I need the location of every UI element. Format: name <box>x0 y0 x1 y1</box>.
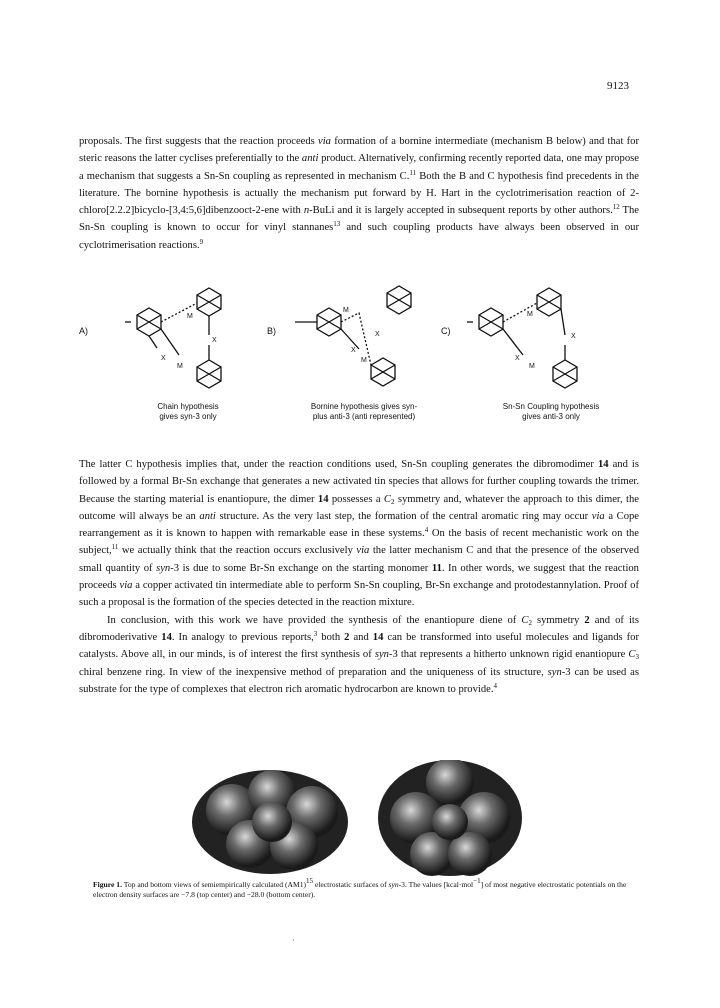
scheme-caption-c: Sn-Sn Coupling hypothesis gives anti-3 only <box>502 402 600 421</box>
structure-c <box>467 288 577 388</box>
surface-bottom-view <box>378 760 522 876</box>
atom-label-m: M <box>527 311 533 318</box>
atom-label-m: M <box>529 363 535 370</box>
molecular-surfaces <box>180 760 540 880</box>
structure-a <box>125 288 221 388</box>
panel-label-b: B) <box>267 326 276 336</box>
structure-b <box>295 286 411 386</box>
scheme-caption-b: Bornine hypothesis gives syn- plus anti-3 (anti represented) <box>310 402 418 421</box>
electrostatic-surface-figure <box>180 760 540 880</box>
mechanism-scheme <box>79 283 639 443</box>
footer-mark: · <box>292 936 295 945</box>
atom-label-m: M <box>177 363 183 370</box>
atom-label-m: M <box>361 357 367 364</box>
paragraph-mechanism-c: The latter C hypothesis implies that, under the reaction conditions used, Sn-Sn coupling generates the dibromodimer 14 and is followed by a formal Br-Sn exchange that generates a new activated tin species that allows for further coupling towards the trimer. Because the starting material is enantiopure, the dimer 14 possesses a $C_2$ symmetry and, whatever the approach to this dimer, the outcome will always be an anti structure. As the very last step, the formation of the central aromatic ring may occur via a Cope rearrangement as it is known to happen with remarkable ease in these systems.$^4$ On the basis of recent mechanistic work on the subject,$^{11}$ we actually think that the reaction occurs exclusively via the latter mechanism C and that the presence of the observed small quantity of syn-3 is due to some Br-Sn exchange on the starting monomer 11. In other words, we suggest that the reaction proceeds via a copper activated tin intermediate able to perform Sn-Sn coupling, Br-Sn exchange and protodestannylation. Proof of such a proposal is the formation of the species detected in the reaction mixture. <box>79 459 640 609</box>
body-text <box>79 456 639 698</box>
panel-label-c: C) <box>441 326 451 336</box>
surface-top-view <box>192 770 348 874</box>
atom-label-m: M <box>343 307 349 314</box>
panel-label-a: A) <box>79 326 88 336</box>
atom-label-x: X <box>212 337 217 344</box>
atom-label-x: X <box>571 333 576 340</box>
scheme-caption-a: Chain hypothesis gives syn-3 only <box>157 402 219 421</box>
atom-label-x: X <box>161 355 166 362</box>
atom-label-x: X <box>351 347 356 354</box>
atom-label-x: X <box>375 331 380 338</box>
page-number: 9123 <box>607 80 629 92</box>
figure-caption: Figure 1. Top and bottom views of semiempirically calculated $(AM1)^{15}$ electrostatic surfaces of syn-3. The values [kcal·mol$^{-1}$] of most negative electrostatic potentials on the electron density surfaces are −7.8 (top center) and −28.0 (bottom center). <box>93 877 627 899</box>
atom-label-m: M <box>187 313 193 320</box>
atom-label-x: X <box>515 355 520 362</box>
paragraph-proposals: proposals. The first suggests that the reaction proceeds via formation of a bornine intermediate (mechanism B below) and that for steric reasons the latter cyclises preferentially to the anti product. Alternatively, confirming recently reported data, one may propose a mechanism that suggests a Sn-Sn coupling as represented in mechanism C.$^{11}$ Both the B and C hypothesis find precedents in the literature. The bornine hypothesis is actually the mechanism put forward by H. Hart in the cyclotrimerisation reaction of 2-chloro[2.2.2]bicyclo-[3,4:5,6]dibenzooct-2-ene with n-BuLi and it is largely accepted in subsequent reports by other authors.$^{12}$ The Sn-Sn coupling is known to occur for vinyl stannanes$^{13}$ and such coupling products have always been observed in our cyclotrimerisation reactions.$^9$ <box>79 136 640 251</box>
paragraph-conclusion: In conclusion, with this work we have provided the synthesis of the enantiopure diene of $C_2$ symmetry 2 and of its dibromoderivative 14. In analogy to previous reports,$^3$ both 2 and 14 can be transformed into useful molecules and ligands for catalysts. Above all, in our minds, is of interest the first synthesis of syn-3 that represents a hitherto unknown rigid enantiopure $C_3$ chiral benzene ring. In view of the inexpensive method of preparation and the uniqueness of its structure, syn-3 can be used as substrate for the type of complexes that electron rich aromatic hydrocarbon are known to provide.$^4$ <box>79 614 639 695</box>
